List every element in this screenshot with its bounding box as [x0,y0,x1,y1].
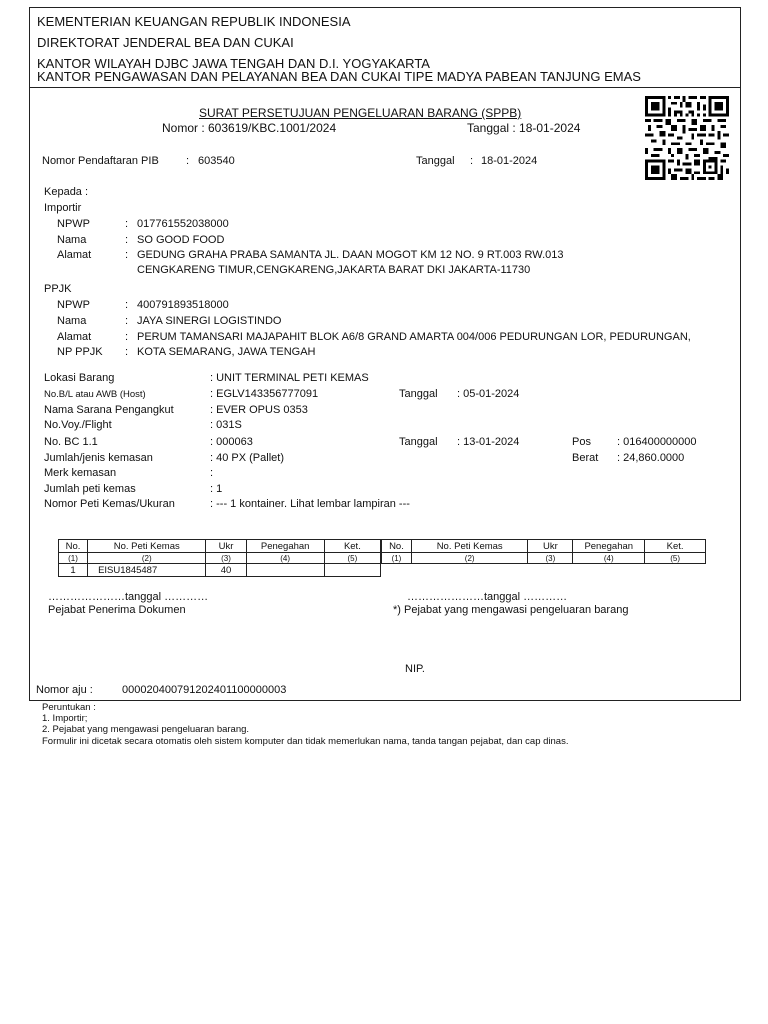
index-cell: (3) [528,553,573,564]
table-index-row [382,553,706,564]
index-cell: (5) [645,553,706,564]
importir-alamat-label: Alamat [57,249,92,261]
jumlah-value: : 40 PX (Pallet) [210,452,284,464]
pib-date-colon: : [470,155,474,167]
col-header-ket: Ket. [324,540,380,553]
bl-date-label: Tanggal [399,388,438,400]
colon: : [125,234,129,246]
right-signature-title: *) Pejabat yang mengawasi pengeluaran barang [393,604,629,616]
table-header-row [382,540,706,553]
col-header-ukr: Ukr [528,540,573,553]
peti-count-label: Jumlah peti kemas [44,483,136,495]
importir-alamat-line1: GEDUNG GRAHA PRABA SAMANTA JL. DAAN MOGOT KM 12 NO. 9 RT.003 RW.013 [137,249,564,261]
colon: : [125,346,129,358]
document-title: SURAT PERSETUJUAN PENGELUARAN BARANG (SPPB) [199,106,522,120]
colon: : [125,299,129,311]
bc-value: : 000063 [210,436,253,448]
header-regional-office: KANTOR WILAYAH DJBC JAWA TENGAH DAN D.I. YOGYAKARTA [37,56,430,71]
jumlah-label: Jumlah/jenis kemasan [44,452,153,464]
ppjk-alamat-label: Alamat [57,331,92,343]
berat-value: : 24,860.0000 [617,452,685,464]
importir-nama-label: Nama [57,234,87,246]
bl-date: : 05-01-2024 [457,388,520,400]
table-row [59,564,381,577]
container-table-left [58,539,381,577]
ppjk-heading: PPJK [44,283,72,295]
col-header-peti-kemas: No. Peti Kemas [411,540,528,553]
np-ppjk-label: NP PPJK [57,346,103,358]
index-cell: (2) [411,553,528,564]
document-date: Tanggal : 18-01-2024 [467,121,581,135]
left-signature-date: …………………tanggal ………… [48,591,209,603]
col-header-peti-kemas: No. Peti Kemas [88,540,206,553]
colon: : [125,315,129,327]
index-cell: (4) [573,553,645,564]
voy-value: : 031S [210,419,242,431]
col-header-ket: Ket. [645,540,706,553]
importir-npwp: 017761552038000 [137,218,229,230]
table-header-row [59,540,381,553]
merk-value: : [210,467,214,479]
peruntukan-item-2: 2. Pejabat yang mengawasi pengeluaran barang. [42,724,250,735]
footer-note: Formulir ini dicetak secara otomatis oleh sistem komputer dan tidak memerlukan nama, tanda tangan pejabat, dan cap dinas. [42,736,569,747]
bl-label: No.B/L atau AWB (Host) [44,389,146,400]
row-size: 40 [206,564,246,577]
bc-date-label: Tanggal [399,436,438,448]
sarana-value: : EVER OPUS 0353 [210,404,308,416]
bl-value: : EGLV143356777091 [210,388,319,400]
ppjk-alamat-line1: PERUM TAMANSARI MAJAPAHIT BLOK A6/8 GRAND AMARTA 004/006 PEDURUNGAN LOR, PEDURUNGAN, [137,331,691,343]
index-cell: (1) [59,553,88,564]
col-header-ukr: Ukr [206,540,246,553]
index-cell: (3) [206,553,246,564]
voy-label: No.Voy./Flight [44,419,112,431]
nomor-peti-value: : --- 1 kontainer. Lihat lembar lampiran --- [210,498,410,510]
col-header-penegahan: Penegahan [246,540,324,553]
peruntukan-item-1: 1. Importir; [42,713,88,724]
nip-label: NIP. [405,663,425,675]
nomor-aju-value: 000020400791202401100000003 [122,684,287,696]
col-header-no: No. [382,540,412,553]
row-no: 1 [59,564,88,577]
colon: : [125,331,129,343]
ppjk-npwp: 400791893518000 [137,299,229,311]
container-table-right [381,539,706,564]
peti-count-value: : 1 [210,483,223,495]
row-ket [324,564,380,577]
header-ministry: KEMENTERIAN KEUANGAN REPUBLIK INDONESIA [37,14,351,29]
nomor-aju-label: Nomor aju : [36,684,93,696]
pib-number: 603540 [198,155,235,167]
nomor-peti-label: Nomor Peti Kemas/Ukuran [44,498,175,510]
lokasi-value: : UNIT TERMINAL PETI KEMAS [210,372,369,384]
right-signature-date: …………………tanggal ………… [407,591,568,603]
importir-alamat-line2: CENGKARENG TIMUR,CENGKARENG,JAKARTA BARAT DKI JAKARTA-11730 [137,264,531,276]
pib-label: Nomor Pendaftaran PIB [42,155,159,167]
bc-label: No. BC 1.1 [44,436,98,448]
row-penegahan [246,564,324,577]
col-header-penegahan: Penegahan [573,540,645,553]
berat-label: Berat [572,452,599,464]
bc-date: : 13-01-2024 [457,436,520,448]
pib-date-label: Tanggal [416,155,455,167]
pos-label: Pos [572,436,591,448]
index-cell: (5) [324,553,380,564]
ppjk-alamat-line2: KOTA SEMARANG, JAWA TENGAH [137,346,316,358]
qr-code-icon [645,96,729,180]
index-cell: (4) [246,553,324,564]
colon: : [125,249,129,261]
document-number: Nomor : 603619/KBC.1001/2024 [162,121,337,135]
importir-npwp-label: NPWP [57,218,90,230]
merk-label: Merk kemasan [44,467,117,479]
ppjk-nama: JAYA SINERGI LOGISTINDO [137,315,282,327]
header-office: KANTOR PENGAWASAN DAN PELAYANAN BEA DAN CUKAI TIPE MADYA PABEAN TANJUNG EMAS [37,69,641,84]
lokasi-label: Lokasi Barang [44,372,115,384]
pos-value: : 016400000000 [617,436,697,448]
index-cell: (2) [88,553,206,564]
pib-date: 18-01-2024 [481,155,538,167]
importir-heading: Importir [44,202,82,214]
pib-colon: : [186,155,190,167]
colon: : [125,218,129,230]
importir-nama: SO GOOD FOOD [137,234,225,246]
peruntukan-heading: Peruntukan : [42,702,96,713]
ppjk-nama-label: Nama [57,315,87,327]
header-directorate: DIREKTORAT JENDERAL BEA DAN CUKAI [37,35,294,50]
left-signature-title: Pejabat Penerima Dokumen [48,604,186,616]
row-container-number: EISU1845487 [88,564,206,577]
table-index-row [59,553,381,564]
index-cell: (1) [382,553,412,564]
kepada-label: Kepada : [44,186,89,198]
ppjk-npwp-label: NPWP [57,299,90,311]
col-header-no: No. [59,540,88,553]
sarana-label: Nama Sarana Pengangkut [44,404,174,416]
